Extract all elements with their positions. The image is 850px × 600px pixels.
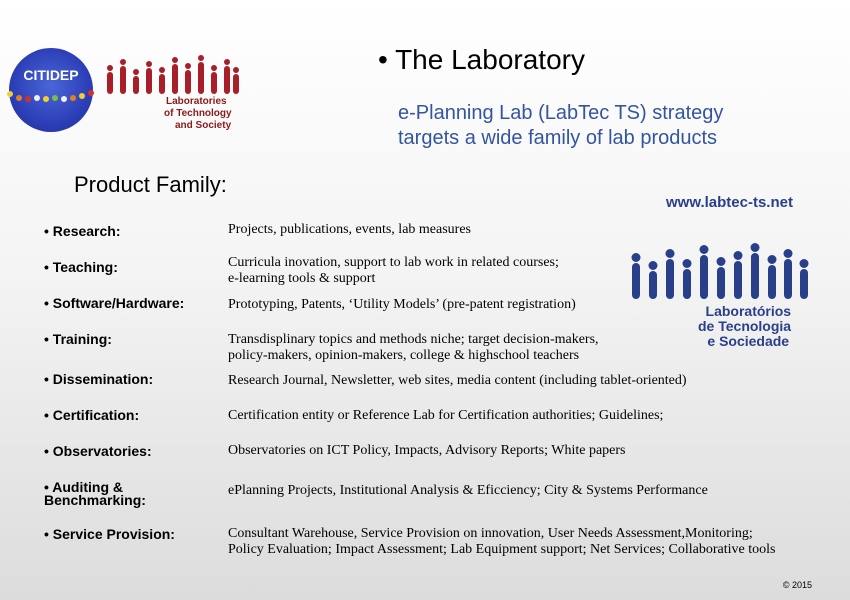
desc-line: Transdisplinary topics and methods niche; target decision-makers, (228, 332, 599, 347)
person-figure-icon (751, 243, 760, 299)
citidep-emblem-text: CITIDEP (23, 67, 79, 83)
person-figure-icon (211, 65, 217, 94)
product-label-observatories: • Observatories: (44, 443, 152, 459)
product-label-dissemination: • Dissemination: (44, 371, 154, 387)
product-desc-auditing-benchmarking (228, 483, 708, 499)
person-figure-icon (107, 65, 113, 94)
product-label-training: • Training: (44, 331, 112, 347)
product-label-auditing-benchmarking (44, 481, 146, 507)
person-figure-icon (632, 253, 641, 299)
desc-line: Policy Evaluation; Impact Assessment; Lab Equipment support; Net Services; Collaborative tools (228, 542, 776, 557)
person-figure-icon (734, 251, 743, 299)
product-desc-software-hardware (228, 297, 576, 313)
copyright-notice: © 2015 (782, 580, 812, 590)
lab-name-line: Laboratórios (705, 303, 792, 319)
product-desc-service-provision (228, 526, 775, 558)
person-figure-icon (172, 57, 178, 94)
product-desc-research (228, 222, 471, 238)
lab-name-line: e Sociedade (707, 333, 790, 349)
product-label-teaching: • Teaching: (44, 259, 118, 275)
person-figure-icon (185, 63, 191, 94)
subtitle-line: e-Planning Lab (LabTec TS) strategy (398, 102, 724, 124)
product-label-service-provision: • Service Provision: (44, 526, 175, 542)
person-figure-icon (233, 67, 239, 94)
person-figure-icon (146, 61, 152, 94)
desc-line: Research Journal, Newsletter, web sites, media content (including tablet-oriented) (228, 373, 687, 388)
product-label-certification: • Certification: (44, 407, 140, 423)
desc-line: Observatories on ICT Policy, Impacts, Advisory Reports; White papers (228, 443, 626, 458)
desc-line: ePlanning Projects, Institutional Analysis & Eficciency; City & Systems Performance (228, 483, 708, 498)
lab-people-logo-right (628, 235, 812, 301)
product-desc-training (228, 332, 599, 364)
lab-name-line: Laboratories (166, 96, 227, 107)
slide-title: • The Laboratory (378, 44, 585, 75)
lab-name-line: of Technology (164, 108, 232, 119)
person-figure-icon (800, 259, 809, 299)
lab-name-portuguese (698, 304, 791, 349)
product-label-research: • Research: (44, 223, 121, 239)
product-desc-dissemination (228, 373, 687, 389)
product-label-software-hardware: • Software/Hardware: (44, 295, 185, 311)
desc-line: Consultant Warehouse, Service Provision on innovation, User Needs Assessment,Monitoring; (228, 526, 753, 541)
desc-line: Projects, publications, events, lab measures (228, 222, 471, 237)
person-figure-icon (224, 59, 230, 94)
person-figure-icon (666, 249, 675, 299)
label-line: • Auditing & (44, 479, 124, 495)
product-desc-observatories (228, 443, 626, 459)
person-figure-icon (133, 69, 139, 94)
person-figure-icon (198, 55, 204, 94)
person-figure-icon (784, 249, 793, 299)
lab-name-english (166, 96, 232, 132)
desc-line: Certification entity or Reference Lab for Certification authorities; Guidelines; (228, 408, 664, 423)
section-title: Product Family: (74, 172, 227, 197)
person-figure-icon (120, 59, 126, 94)
lab-name-line: de Tecnologia (698, 318, 792, 334)
person-figure-icon (700, 245, 709, 299)
product-desc-certification (228, 408, 663, 424)
person-figure-icon (768, 255, 777, 299)
person-figure-icon (159, 67, 165, 94)
person-figure-icon (649, 261, 658, 299)
label-line: Benchmarking: (44, 492, 146, 508)
lab-people-logo-left (104, 48, 240, 96)
person-figure-icon (717, 257, 726, 299)
desc-line: policy-makers, opinion-makers, college & highschool teachers (228, 348, 580, 363)
slide-subtitle (398, 101, 723, 151)
lab-name-line: and Society (175, 120, 232, 131)
product-desc-teaching (228, 255, 559, 287)
citidep-hands-ring (2, 76, 102, 116)
desc-line: e-learning tools & support (228, 271, 376, 286)
desc-line: Prototyping, Patents, ‘Utility Models’ (pre-patent registration) (228, 297, 576, 312)
desc-line: Curricula inovation, support to lab work in related courses; (228, 255, 559, 270)
person-figure-icon (683, 259, 692, 299)
subtitle-line: targets a wide family of lab products (398, 127, 718, 149)
website-url: www.labtec-ts.net (666, 194, 793, 211)
